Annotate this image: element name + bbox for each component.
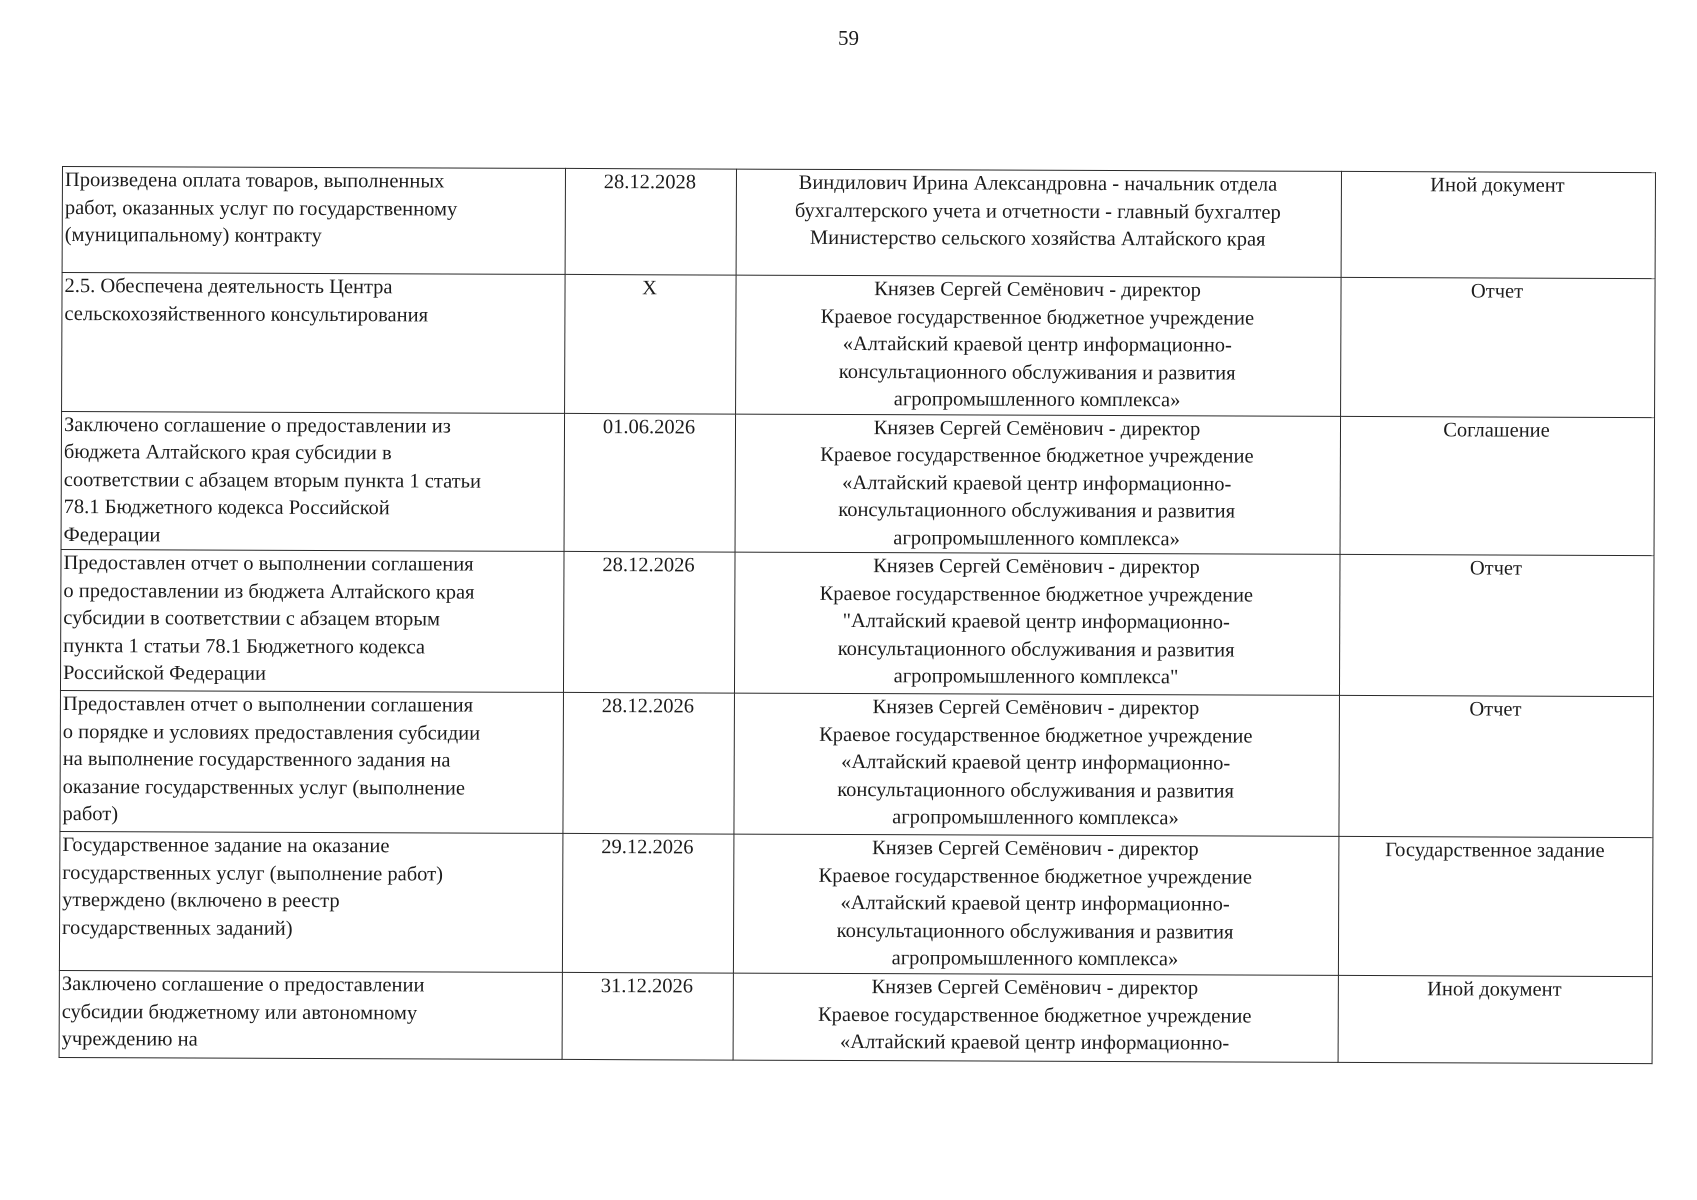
event-line: о порядке и условиях предоставления субсидии bbox=[62, 720, 481, 745]
event-line: субсидии бюджетному или автономному bbox=[61, 1000, 418, 1024]
activity-table bbox=[59, 166, 1656, 1064]
table-row bbox=[61, 411, 1655, 556]
responsible-line: Краевое государственное бюджетное учреждение bbox=[818, 864, 1253, 889]
date-cell: 01.06.2026 bbox=[564, 413, 736, 552]
responsible-line: «Алтайский краевой центр информационно- bbox=[842, 471, 1232, 495]
event-line: Российской Федерации bbox=[63, 662, 267, 685]
responsible-line: «Алтайский краевой центр информационно- bbox=[841, 750, 1231, 775]
date-cell: 28.12.2028 bbox=[565, 168, 736, 275]
event-line: Предоставлен отчет о выполнении соглашения bbox=[62, 693, 474, 717]
responsible-line: Краевое государственное бюджетное учреждение bbox=[819, 723, 1253, 748]
event-line: государственных заданий) bbox=[62, 916, 293, 940]
date-cell: Х bbox=[565, 274, 737, 413]
event-line: работ, оказанных услуг по государственному bbox=[64, 196, 458, 221]
responsible-line: «Алтайский краевой центр информационно- bbox=[840, 891, 1230, 916]
event-line: работ) bbox=[62, 803, 119, 826]
responsible-line: Виндилович Ирина Александровна - начальник отдела bbox=[798, 171, 1278, 196]
date-cell: 28.12.2026 bbox=[563, 692, 735, 834]
table-row bbox=[59, 970, 1652, 1063]
event-cell bbox=[62, 167, 565, 275]
responsible-line: Князев Сергей Семёнович - директор bbox=[871, 976, 1199, 1000]
responsible-line: Князев Сергей Семёнович - директор bbox=[872, 837, 1199, 861]
responsible-cell bbox=[733, 973, 1338, 1062]
responsible-cell bbox=[736, 169, 1341, 277]
responsible-line: Краевое государственное бюджетное учреждение bbox=[819, 582, 1254, 607]
responsible-line: «Алтайский краевой центр информационно- bbox=[840, 1030, 1230, 1055]
responsible-cell bbox=[733, 834, 1339, 975]
table-row bbox=[59, 831, 1653, 976]
event-line: утверждено (включено в реестр bbox=[62, 889, 340, 913]
event-cell bbox=[61, 411, 565, 551]
responsible-line: Князев Сергей Семёнович - директор bbox=[874, 278, 1201, 302]
event-line: оказание государственных услуг (выполнение bbox=[62, 775, 465, 800]
event-line: государственных услуг (выполнение работ) bbox=[62, 861, 443, 885]
responsible-line: Князев Сергей Семёнович - директор bbox=[873, 416, 1201, 440]
event-line: бюджета Алтайского края субсидии в bbox=[63, 441, 392, 465]
responsible-line: Краевое государственное бюджетное учреждение bbox=[820, 305, 1255, 330]
event-line: (муниципальному) контракту bbox=[64, 224, 322, 247]
table-row bbox=[60, 549, 1654, 696]
responsible-line: консультационного обслуживания и развития bbox=[837, 778, 1235, 803]
responsible-line: агропромышленного комплекса" bbox=[893, 665, 1179, 689]
document-type-cell: Отчет bbox=[1339, 695, 1654, 837]
responsible-line: Князев Сергей Семёнович - директор bbox=[872, 696, 1200, 720]
table-row bbox=[62, 273, 1656, 418]
event-cell bbox=[59, 970, 562, 1059]
document-type-cell: Государственное задание bbox=[1338, 836, 1653, 976]
event-line: Государственное задание на оказание bbox=[62, 834, 390, 858]
table-row bbox=[62, 167, 1655, 279]
responsible-line: агропромышленного комплекса» bbox=[891, 947, 1179, 971]
event-line: 78.1 Бюджетного кодекса Российской bbox=[63, 496, 390, 520]
responsible-line: "Алтайский краевой центр информационно- bbox=[842, 610, 1230, 634]
responsible-cell bbox=[735, 414, 1341, 555]
event-cell bbox=[60, 690, 564, 833]
event-line: Предоставлен отчет о выполнении соглашения bbox=[63, 552, 474, 576]
responsible-line: консультационного обслуживания и развития bbox=[838, 498, 1236, 523]
event-line: соответствии с абзацем вторым пункта 1 статьи bbox=[63, 468, 481, 493]
event-line: пункта 1 статьи 78.1 Бюджетного кодекса bbox=[63, 634, 426, 658]
event-cell bbox=[62, 273, 566, 413]
responsible-line: консультационного обслуживания и развития bbox=[836, 919, 1234, 944]
responsible-line: бухгалтерского учета и отчетности - главный бухгалтер bbox=[794, 199, 1281, 224]
responsible-line: Краевое государственное бюджетное учреждение bbox=[820, 443, 1254, 468]
responsible-line: агропромышленного комплекса» bbox=[892, 806, 1179, 830]
responsible-line: Министерство сельского хозяйства Алтайского края bbox=[809, 226, 1266, 251]
responsible-line: агропромышленного комплекса» bbox=[893, 388, 1181, 412]
page-number: 59 bbox=[838, 26, 859, 50]
responsible-line: Краевое государственное бюджетное учреждение bbox=[817, 1003, 1252, 1028]
event-line: сельскохозяйственного консультирования bbox=[64, 302, 429, 326]
event-line: Произведена оплата товаров, выполненных bbox=[64, 169, 445, 193]
event-line: о предоставлении из бюджета Алтайского края bbox=[63, 579, 475, 604]
date-cell: 29.12.2026 bbox=[562, 833, 734, 973]
event-line: Заключено соглашение о предоставлении из bbox=[63, 413, 451, 437]
responsible-line: агропромышленного комплекса» bbox=[893, 526, 1180, 550]
date-cell: 31.12.2026 bbox=[562, 972, 733, 1060]
event-line: учреждению на bbox=[61, 1028, 198, 1051]
event-cell bbox=[59, 831, 563, 972]
event-line: на выполнение государственного задания на bbox=[62, 748, 451, 772]
date-cell: 28.12.2026 bbox=[563, 551, 735, 693]
event-line: субсидии в соответствии с абзацем вторым bbox=[63, 607, 441, 631]
responsible-line: «Алтайский краевой центр информационно- bbox=[842, 332, 1232, 357]
document-type-cell: Соглашение bbox=[1340, 416, 1655, 556]
responsible-line: консультационного обслуживания и развития bbox=[838, 360, 1236, 385]
event-cell bbox=[60, 549, 564, 692]
event-line: 2.5. Обеспечена деятельность Центра bbox=[64, 275, 393, 299]
event-line: Федерации bbox=[63, 523, 161, 546]
responsible-cell bbox=[734, 693, 1340, 836]
responsible-cell bbox=[736, 275, 1342, 416]
responsible-cell bbox=[734, 552, 1340, 695]
table-row bbox=[60, 690, 1654, 837]
responsible-line: консультационного обслуживания и развития bbox=[837, 637, 1235, 662]
document-type-cell: Иной документ bbox=[1338, 975, 1652, 1063]
document-type-cell: Иной документ bbox=[1341, 171, 1655, 278]
responsible-line: Князев Сергей Семёнович - директор bbox=[873, 555, 1200, 579]
event-line: Заключено соглашение о предоставлении bbox=[61, 973, 425, 997]
document-type-cell: Отчет bbox=[1341, 277, 1656, 417]
document-type-cell: Отчет bbox=[1339, 554, 1654, 696]
